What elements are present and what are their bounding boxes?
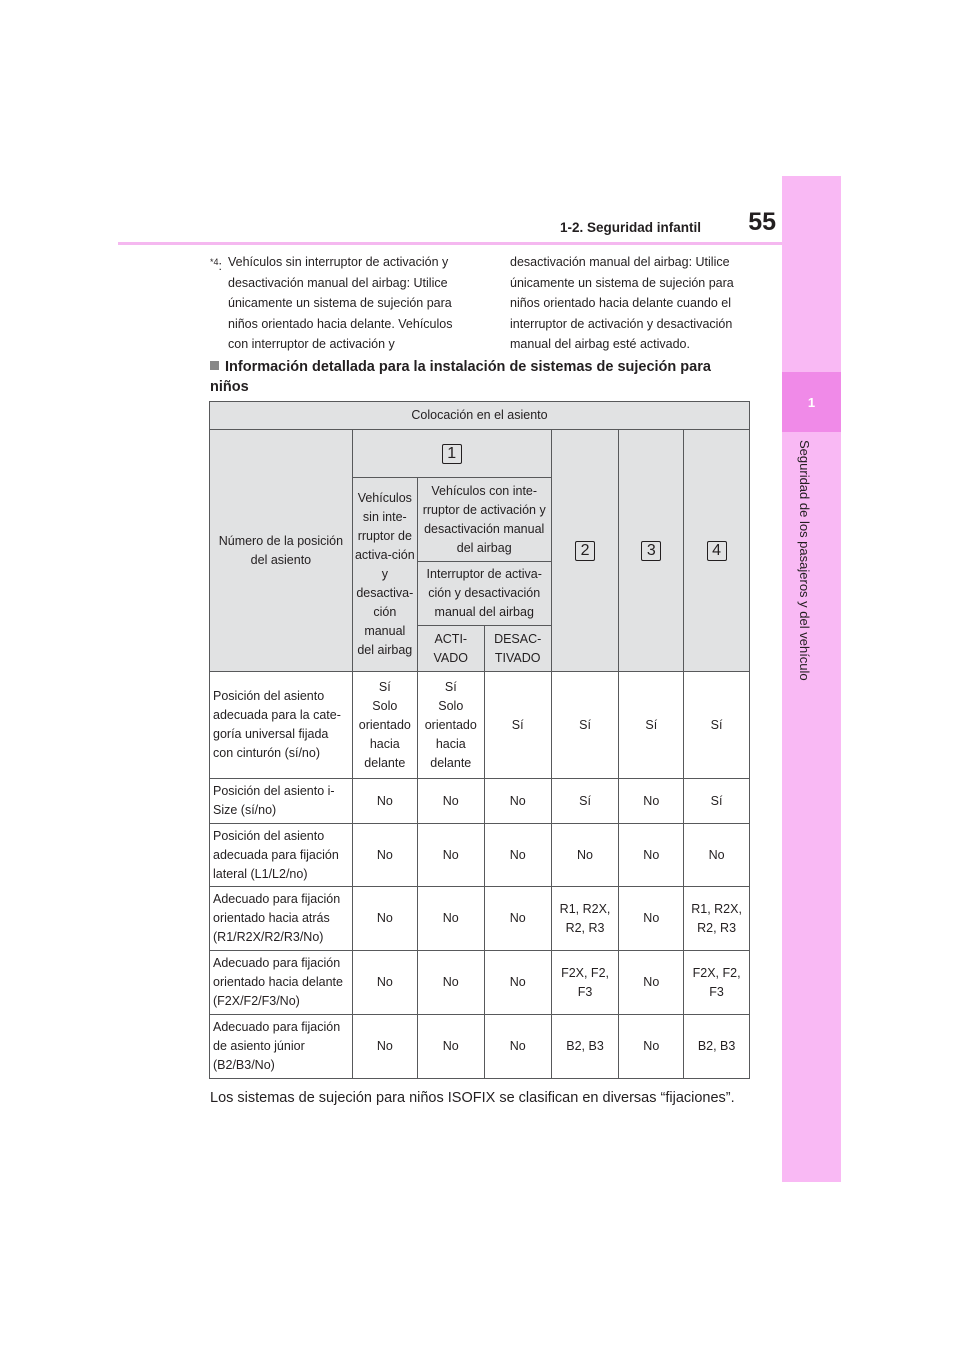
footnote-right-text: desactivación manual del airbag: Utilice únicamente un sistema de sujeción para niños orientado hacia delante cuando el interruptor de activación y desactivación manual del airbag esté activado. — [510, 255, 734, 351]
footnote-left-text: Vehículos sin interruptor de activación y desactivación manual del airbag: Utilice únicamente un sistema de sujeción para niños orientado hacia delante. Vehículos con interruptor de activación y — [228, 255, 453, 351]
square-bullet-icon — [210, 361, 219, 370]
row-header-label: Número de la posición del asiento — [210, 430, 353, 672]
sub-heading: Información detallada para la instalación de sistemas de sujeción para niños — [210, 359, 711, 395]
table-row: Adecuado para fijación orientado hacia atrás (R1/R2X/R2/R3/No) No No No R1, R2X, R2, R3 No R1, R2X, R2, R3 — [210, 887, 750, 951]
seat-1: 1 — [352, 430, 551, 478]
table-row: Posición del asiento i-Size (sí/no) No No No Sí No Sí — [210, 779, 750, 824]
header-title: Colocación en el asiento — [210, 402, 750, 430]
col-on: ACTI-VADO — [417, 626, 484, 672]
footnote-marker: $^{*4}$: — [210, 257, 222, 274]
isofix-note: Los sistemas de sujeción para niños ISOFIX se clasifican en diversas “fijaciones”. — [210, 1090, 735, 1106]
col-no-switch: Vehículos sin inte-rruptor de activa-ción y desactiva-ción manual del airbag — [352, 478, 417, 672]
footnote-left — [210, 252, 480, 355]
section-title: 1-2. Seguridad infantil — [560, 220, 702, 235]
page-number: 55 — [748, 208, 776, 236]
seat-2: 2 — [551, 430, 619, 672]
col-switch-label: Interruptor de activa-ción y desactivación manual del airbag — [417, 562, 551, 626]
seat-4: 4 — [684, 430, 750, 672]
col-off: DESAC-TIVADO — [484, 626, 551, 672]
seat-3: 3 — [619, 430, 684, 672]
chapter-title: Seguridad de los pasajeros y del vehículo — [797, 440, 812, 681]
table-row: Adecuado para fijación de asiento júnior (B2/B3/No) No No No B2, B3 No B2, B3 — [210, 1015, 750, 1079]
table-row: Adecuado para fijación orientado hacia delante (F2X/F2/F3/No) No No No F2X, F2, F3 No F2X, F2, F3 — [210, 951, 750, 1015]
isofix-table — [209, 401, 750, 1079]
header-rule — [118, 242, 782, 245]
table-row: Posición del asiento adecuada para fijación lateral (L1/L2/no) No No No No No No — [210, 824, 750, 887]
chapter-number: 1 — [782, 372, 841, 432]
table-row: Posición del asiento adecuada para la cate-goría universal fijada con cinturón (sí/no) Sí Solo orientado hacia delante Sí Solo orientado hacia delante Sí Sí Sí Sí — [210, 672, 750, 779]
col-with-switch: Vehículos con inte-rruptor de activación y desactivación manual del airbag — [417, 478, 551, 562]
